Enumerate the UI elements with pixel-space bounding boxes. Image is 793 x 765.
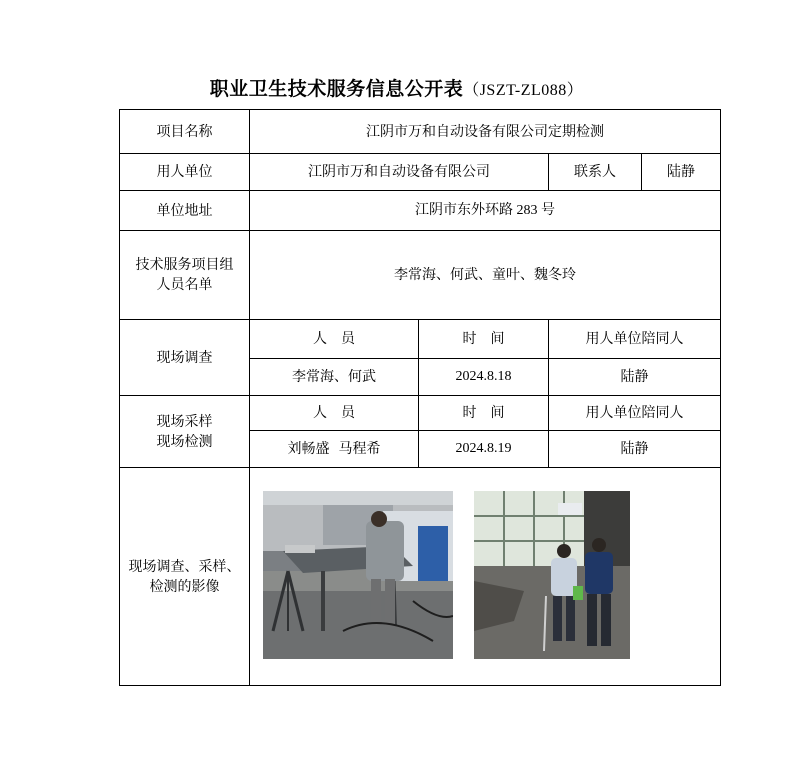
sampling-date: 2024.8.19 [419, 431, 549, 468]
images-label-line1: 现场调查、采样、 [128, 558, 241, 575]
site-photo-workshop [263, 491, 453, 659]
team-label-line2: 人员名单 [156, 277, 213, 293]
survey-date: 2024.8.18 [419, 359, 549, 396]
address-value: 江阴市东外环路 283 号 [250, 191, 721, 231]
contact-label: 联系人 [549, 154, 642, 191]
row-project [120, 110, 721, 154]
contact-value: 陆静 [642, 154, 721, 191]
row-images [120, 468, 721, 686]
survey-personnel: 李常海、何武 [250, 359, 419, 396]
row-address [120, 191, 721, 231]
row-sampling-header [120, 396, 721, 431]
sampling-label-line1: 现场采样 [156, 413, 213, 430]
project-value: 江阴市万和自动设备有限公司定期检测 [250, 110, 721, 154]
employer-value: 江阴市万和自动设备有限公司 [250, 154, 549, 191]
team-label [120, 231, 250, 320]
images-label [120, 468, 250, 686]
survey-col-personnel: 人 员 [250, 320, 419, 359]
survey-escort: 陆静 [549, 359, 721, 396]
survey-col-time: 时 间 [419, 320, 549, 359]
sampling-col-time: 时 间 [419, 396, 549, 431]
sampling-label [120, 396, 250, 468]
project-label: 项目名称 [120, 110, 250, 154]
page-title [0, 74, 793, 101]
images-cell [250, 468, 721, 686]
row-employer [120, 154, 721, 191]
survey-col-escort: 用人单位陪同人 [549, 320, 721, 359]
sampling-col-personnel: 人 员 [250, 396, 419, 431]
title-main: 职业卫生技术服务信息公开表 [209, 78, 464, 100]
info-table [119, 109, 721, 686]
photos-area [250, 469, 720, 685]
title-code: （JSZT-ZL088） [463, 82, 584, 99]
survey-label: 现场调查 [120, 320, 250, 396]
row-survey-header [120, 320, 721, 359]
employer-label: 用人单位 [120, 154, 250, 191]
sampling-label-line2: 现场检测 [156, 433, 213, 450]
row-team [120, 231, 721, 320]
sampling-escort: 陆静 [549, 431, 721, 468]
site-photo-personnel [474, 491, 630, 659]
sampling-personnel: 刘畅盛 马程希 [250, 431, 419, 468]
address-label: 单位地址 [120, 191, 250, 231]
team-members: 李常海、何武、童叶、魏冬玲 [250, 231, 721, 320]
images-label-line2: 检测的影像 [149, 578, 220, 595]
team-label-line1: 技术服务项目组 [135, 257, 234, 273]
sampling-col-escort: 用人单位陪同人 [549, 396, 721, 431]
